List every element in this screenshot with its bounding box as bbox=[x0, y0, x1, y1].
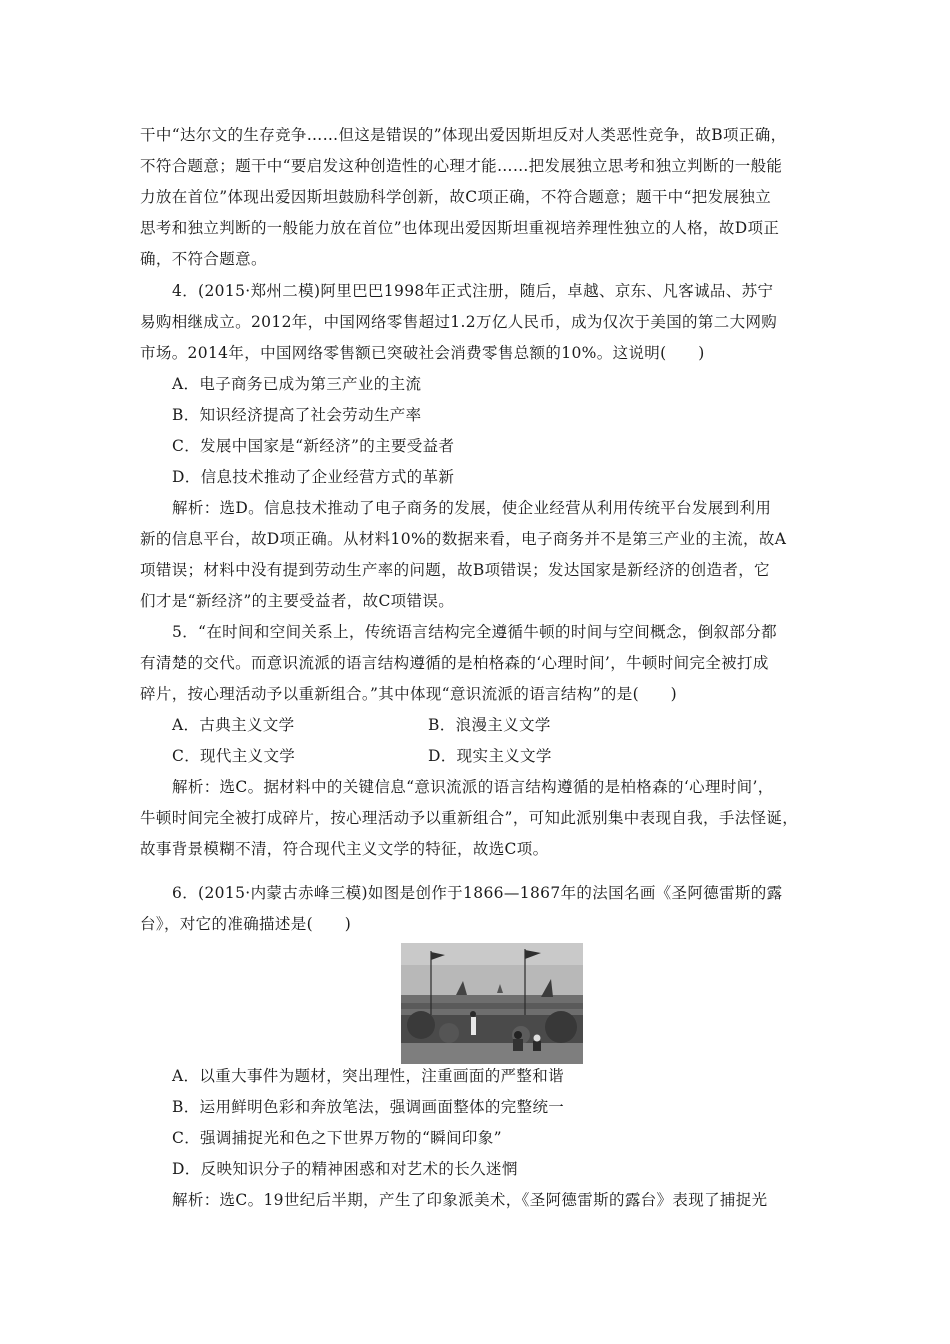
q4-option-b: B．知识经济提高了社会劳动生产率 bbox=[172, 406, 422, 424]
q3-analysis-line-5: 确，不符合题意。 bbox=[140, 250, 267, 268]
q4-option-c: C．发展中国家是“新经济”的主要受益者 bbox=[172, 437, 455, 455]
q5-stem-line-1: 5．“在时间和空间关系上，传统语言结构完全遵循牛顿的时间与空间概念，倒叙部分都 bbox=[172, 623, 777, 641]
q5-analysis-line-3: 故事背景模糊不清，符合现代主义文学的特征，故选C项。 bbox=[140, 840, 549, 858]
q6-option-b: B．运用鲜明色彩和奔放笔法，强调画面整体的完整统一 bbox=[172, 1098, 565, 1116]
q5-stem-line-2: 有清楚的交代。而意识流派的语言结构遵循的是柏格森的‘心理时间’，牛顿时间完全被打成 bbox=[140, 654, 769, 672]
q4-option-a: A．电子商务已成为第三产业的主流 bbox=[172, 375, 422, 393]
q4-stem-line-3: 市场。2014年，中国网络零售额已突破社会消费零售总额的10%。这说明( ) bbox=[140, 344, 705, 362]
q3-analysis-line-2: 不符合题意；题干中“要启发这种创造性的心理才能……把发展独立思考和独立判断的一般能 bbox=[140, 157, 783, 175]
q5-option-a: A．古典主义文学 bbox=[172, 716, 295, 734]
q4-analysis-line-1: 解析：选D。信息技术推动了电子商务的发展，使企业经营从利用传统平台发展到利用 bbox=[172, 499, 772, 517]
q4-stem-line-2: 易购相继成立。2012年，中国网络零售超过1.2万亿人民币，成为仅次于美国的第二大网购 bbox=[140, 313, 778, 331]
q6-analysis-line-1: 解析：选C。19世纪后半期，产生了印象派美术，《圣阿德雷斯的露台》表现了捕捉光 bbox=[172, 1191, 768, 1209]
q4-analysis-line-4: 们才是“新经济”的主要受益者，故C项错误。 bbox=[140, 592, 455, 610]
q6-option-a: A．以重大事件为题材，突出理性，注重画面的严整和谐 bbox=[172, 1067, 564, 1085]
q6-stem-line-1: 6．(2015·内蒙古赤峰三模)如图是创作于1866—1867年的法国名画《圣阿德雷斯的露 bbox=[172, 884, 783, 902]
q4-option-d: D．信息技术推动了企业经营方式的革新 bbox=[172, 468, 455, 486]
q4-analysis-line-3: 项错误；材料中没有提到劳动生产率的问题，故B项错误；发达国家是新经济的创造者，它 bbox=[140, 561, 770, 579]
q5-analysis-line-2: 牛顿时间完全被打成碎片，按心理活动予以重新组合”，可知此派别集中表现自我，手法怪诞， bbox=[140, 809, 799, 827]
q5-stem-line-3: 碎片，按心理活动予以重新组合。”其中体现“意识流派的语言结构”的是( ) bbox=[140, 685, 678, 703]
q5-option-d: D．现实主义文学 bbox=[428, 747, 552, 765]
q4-stem-line-1: 4．(2015·郑州二模)阿里巴巴1998年正式注册，随后，卓越、京东、凡客诚品、苏宁 bbox=[172, 282, 774, 300]
q5-option-c: C．现代主义文学 bbox=[172, 747, 296, 765]
q5-option-b: B．浪漫主义文学 bbox=[428, 716, 551, 734]
q5-analysis-line-1: 解析：选C。据材料中的关键信息“意识流派的语言结构遵循的是柏格森的‘心理时间’， bbox=[172, 778, 774, 796]
q6-option-c: C．强调捕捉光和色之下世界万物的“瞬间印象” bbox=[172, 1129, 502, 1147]
q3-analysis-line-3: 力放在首位”体现出爱因斯坦鼓励科学创新，故C项正确，不符合题意；题干中“把发展独立 bbox=[140, 188, 772, 206]
q4-analysis-line-2: 新的信息平台，故D项正确。从材料10%的数据来看，电子商务并不是第三产业的主流，故A bbox=[140, 530, 787, 548]
q3-analysis-line-1: 干中“达尔文的生存竞争……但这是错误的”体现出爱因斯坦反对人类恶性竞争，故B项正确， bbox=[140, 126, 787, 144]
q6-option-d: D．反映知识分子的精神困惑和对艺术的长久迷惘 bbox=[172, 1160, 518, 1178]
painting-illustration bbox=[401, 943, 583, 1064]
painting-image bbox=[401, 943, 583, 1064]
q3-analysis-line-4: 思考和独立判断的一般能力放在首位”也体现出爱因斯坦重视培养理性独立的人格，故D项正 bbox=[140, 219, 780, 237]
q6-stem-line-2: 台》，对它的准确描述是( ) bbox=[140, 915, 352, 933]
